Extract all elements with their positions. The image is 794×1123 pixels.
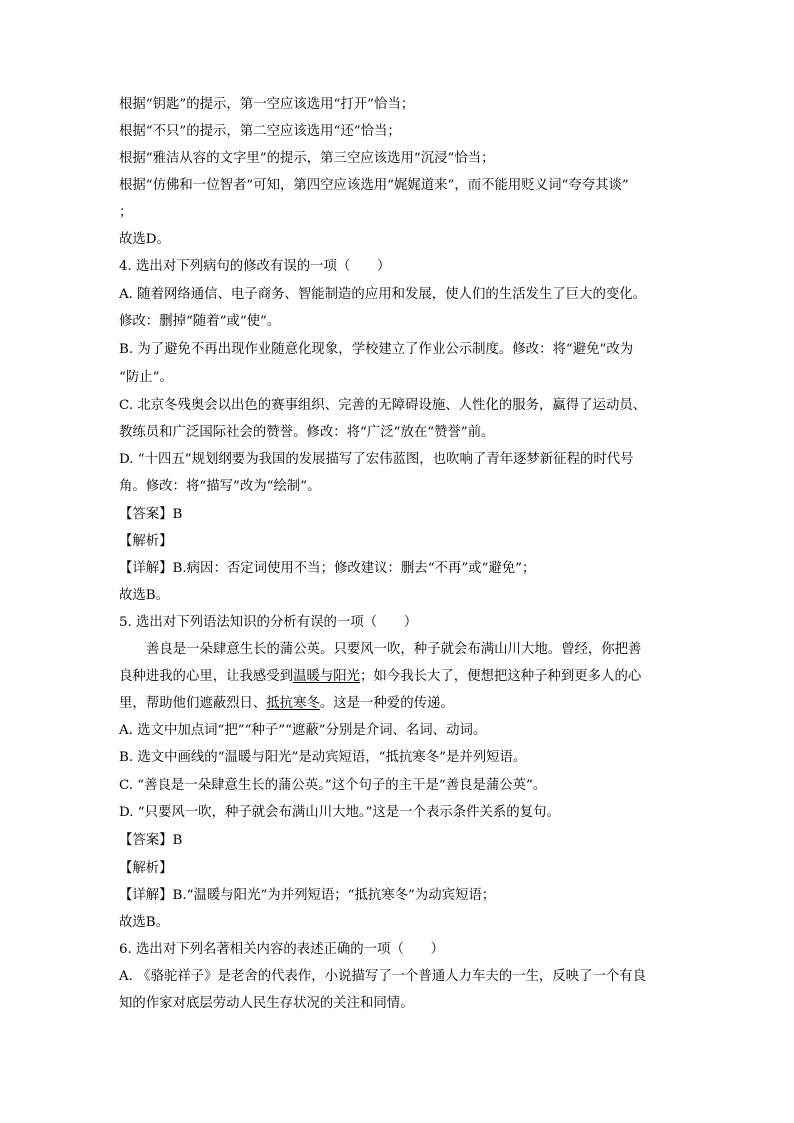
question-4-analysis: 【解析】 [119,534,173,549]
question-6-option-a-cont: 知的作家对底层劳动人民生存状况的关注和同情。 [119,996,414,1011]
question-6-title: 6. 选出对下列名著相关内容的表述正确的一项（ ） [119,942,445,957]
paragraph-fourth-blank: 根据“仿佛和一位智者”可知，第四空应该选用“娓娓道来”，而不能用贬义词“夸夸其谈” [119,178,629,193]
question-4-option-b: B. 为了避免不再出现作业随意化现象，学校建立了作业公示制度。修改：将“避免”改为 [119,342,634,357]
question-5-conclusion: 故选B。 [119,915,170,930]
paragraph-first-blank: 根据“钥匙”的提示，第一空应该选用“打开”恰当； [119,97,415,112]
underlined-phrase-warmth: 温暖与阳光 [293,669,361,684]
question-5-passage-line-1: 善良是一朵肆意生长的蒲公英。只要风一吹，种子就会布满山川大地。曾经，你把善 [146,642,642,657]
question-4-option-c-cont: 教练员和广泛国际社会的赞誉。修改：将“广泛”放在“赞誉”前。 [119,425,495,440]
question-5-analysis: 【解析】 [119,861,173,876]
question-5-passage-line-3: 里，帮助他们遮蔽烈日、抵抗寒冬。这是一种爱的传递。 [119,696,454,711]
question-4-option-d-cont: 角。修改：将“描写”改为“绘制”。 [119,479,321,494]
question-4-detail: 【详解】B.病因：否定词使用不当；修改建议：删去“不再”或“避免”； [119,561,536,576]
question-4-option-b-cont: “防止”。 [119,370,173,385]
question-5-option-d: D. “只要风一吹，种子就会布满山川大地。”这是一个表示条件关系的复句。 [119,805,560,820]
paragraph-fourth-blank-end: ； [119,205,133,220]
question-4-title: 4. 选出对下列病句的修改有误的一项（ ） [119,259,391,274]
question-4-option-d: D. “十四五”规划纲要为我国的发展描写了宏伟蓝图，也吹响了青年逐梦新征程的时代号 [119,452,634,467]
question-5-answer: 【答案】B [119,833,183,848]
question-6-option-a: A. 《骆驼祥子》是老舍的代表作，小说描写了一个普通人力车夫的一生，反映了一个有良 [119,969,647,984]
question-5-option-a: A. 选文中加点词“把”“种子”“遮蔽”分别是介词、名词、动词。 [119,723,487,738]
paragraph-conclusion: 故选D。 [119,232,170,247]
question-5-title: 5. 选出对下列语法知识的分析有误的一项（ ） [119,615,418,630]
question-4-conclusion: 故选B。 [119,588,170,603]
underlined-phrase-resist-cold: 抵抗寒冬 [266,696,320,711]
paragraph-third-blank: 根据“雅洁从容的文字里”的提示，第三空应该选用“沉浸”恰当； [119,151,495,166]
question-4-option-c: C. 北京冬残奥会以出色的赛事组织、完善的无障碍设施、人性化的服务，赢得了运动员、 [119,398,647,413]
paragraph-second-blank: 根据“不只”的提示，第二空应该选用“还”恰当； [119,124,401,139]
question-4-answer: 【答案】B [119,507,183,522]
question-5-option-b: B. 选文中画线的“温暖与阳光”是动宾短语，“抵抗寒冬”是并列短语。 [119,750,527,765]
question-5-passage-line-2: 良种进我的心里，让我感受到温暖与阳光；如今我长大了，便想把这种子种到更多人的心 [119,669,642,684]
question-5-option-c: C. “善良是一朵肆意生长的蒲公英。”这个句子的主干是“善良是蒲公英”。 [119,778,547,793]
question-5-detail: 【详解】B.“温暖与阳光”为并列短语；“抵抗寒冬”为动宾短语； [119,888,496,903]
question-4-option-a-fix: 修改：删掉“随着”或“使”。 [119,314,281,329]
question-4-option-a: A. 随着网络通信、电子商务、智能制造的应用和发展，使人们的生活发生了巨大的变化。 [119,287,647,302]
